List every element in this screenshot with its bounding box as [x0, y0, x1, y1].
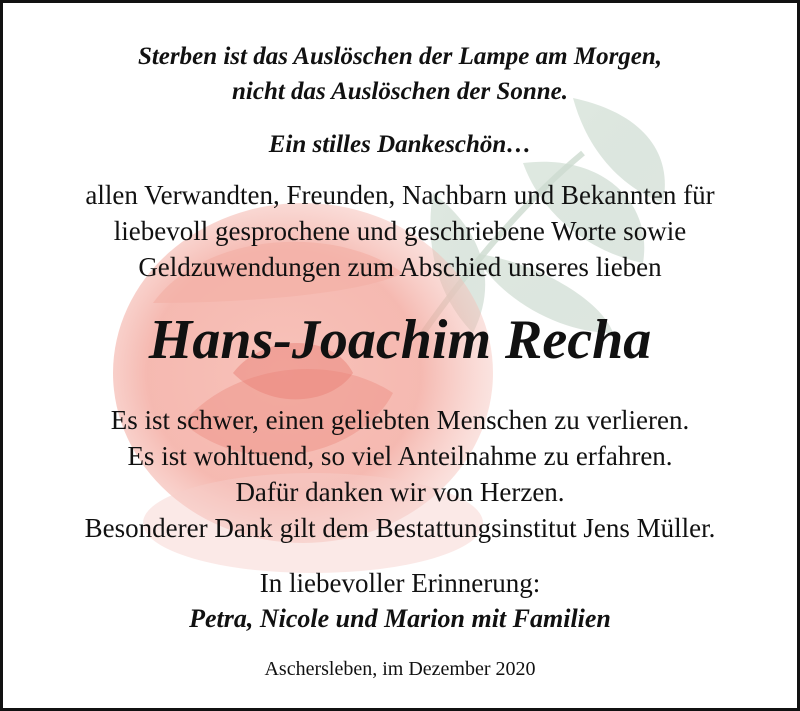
place-date: Aschersleben, im Dezember 2020 [264, 658, 536, 680]
reflection-line-1: Es ist schwer, einen geliebten Menschen zu verlieren. [110, 405, 690, 435]
memory-label: In liebevoller Erinnerung: [259, 568, 541, 598]
reflection-line-3: Dafür danken wir von Herzen. [235, 477, 565, 507]
family-names: Petra, Nicole und Marion mit Familien [189, 604, 611, 633]
reflection-line-4: Besonderer Dank gilt dem Bestattungsinstitut Jens Müller. [84, 513, 716, 543]
motto-line-2: nicht das Auslöschen der Sonne. [232, 78, 568, 105]
thanks-line-2: liebevoll gesprochene und geschriebene Worte sowie [113, 216, 687, 246]
deceased-name: Hans-Joachim Recha [148, 309, 652, 371]
motto-line-1: Sterben ist das Auslöschen der Lampe am Morgen, [137, 43, 663, 70]
thanks-line-1: allen Verwandten, Freunden, Nachbarn und Bekannten für [85, 180, 715, 210]
reflection-line-2: Es ist wohltuend, so viel Anteilnahme zu erfahren. [127, 441, 673, 471]
thanks-heading: Ein stilles Dankeschön… [268, 131, 532, 158]
thanks-line-3: Geldzuwendungen zum Abschied unseres lieben [138, 252, 662, 282]
